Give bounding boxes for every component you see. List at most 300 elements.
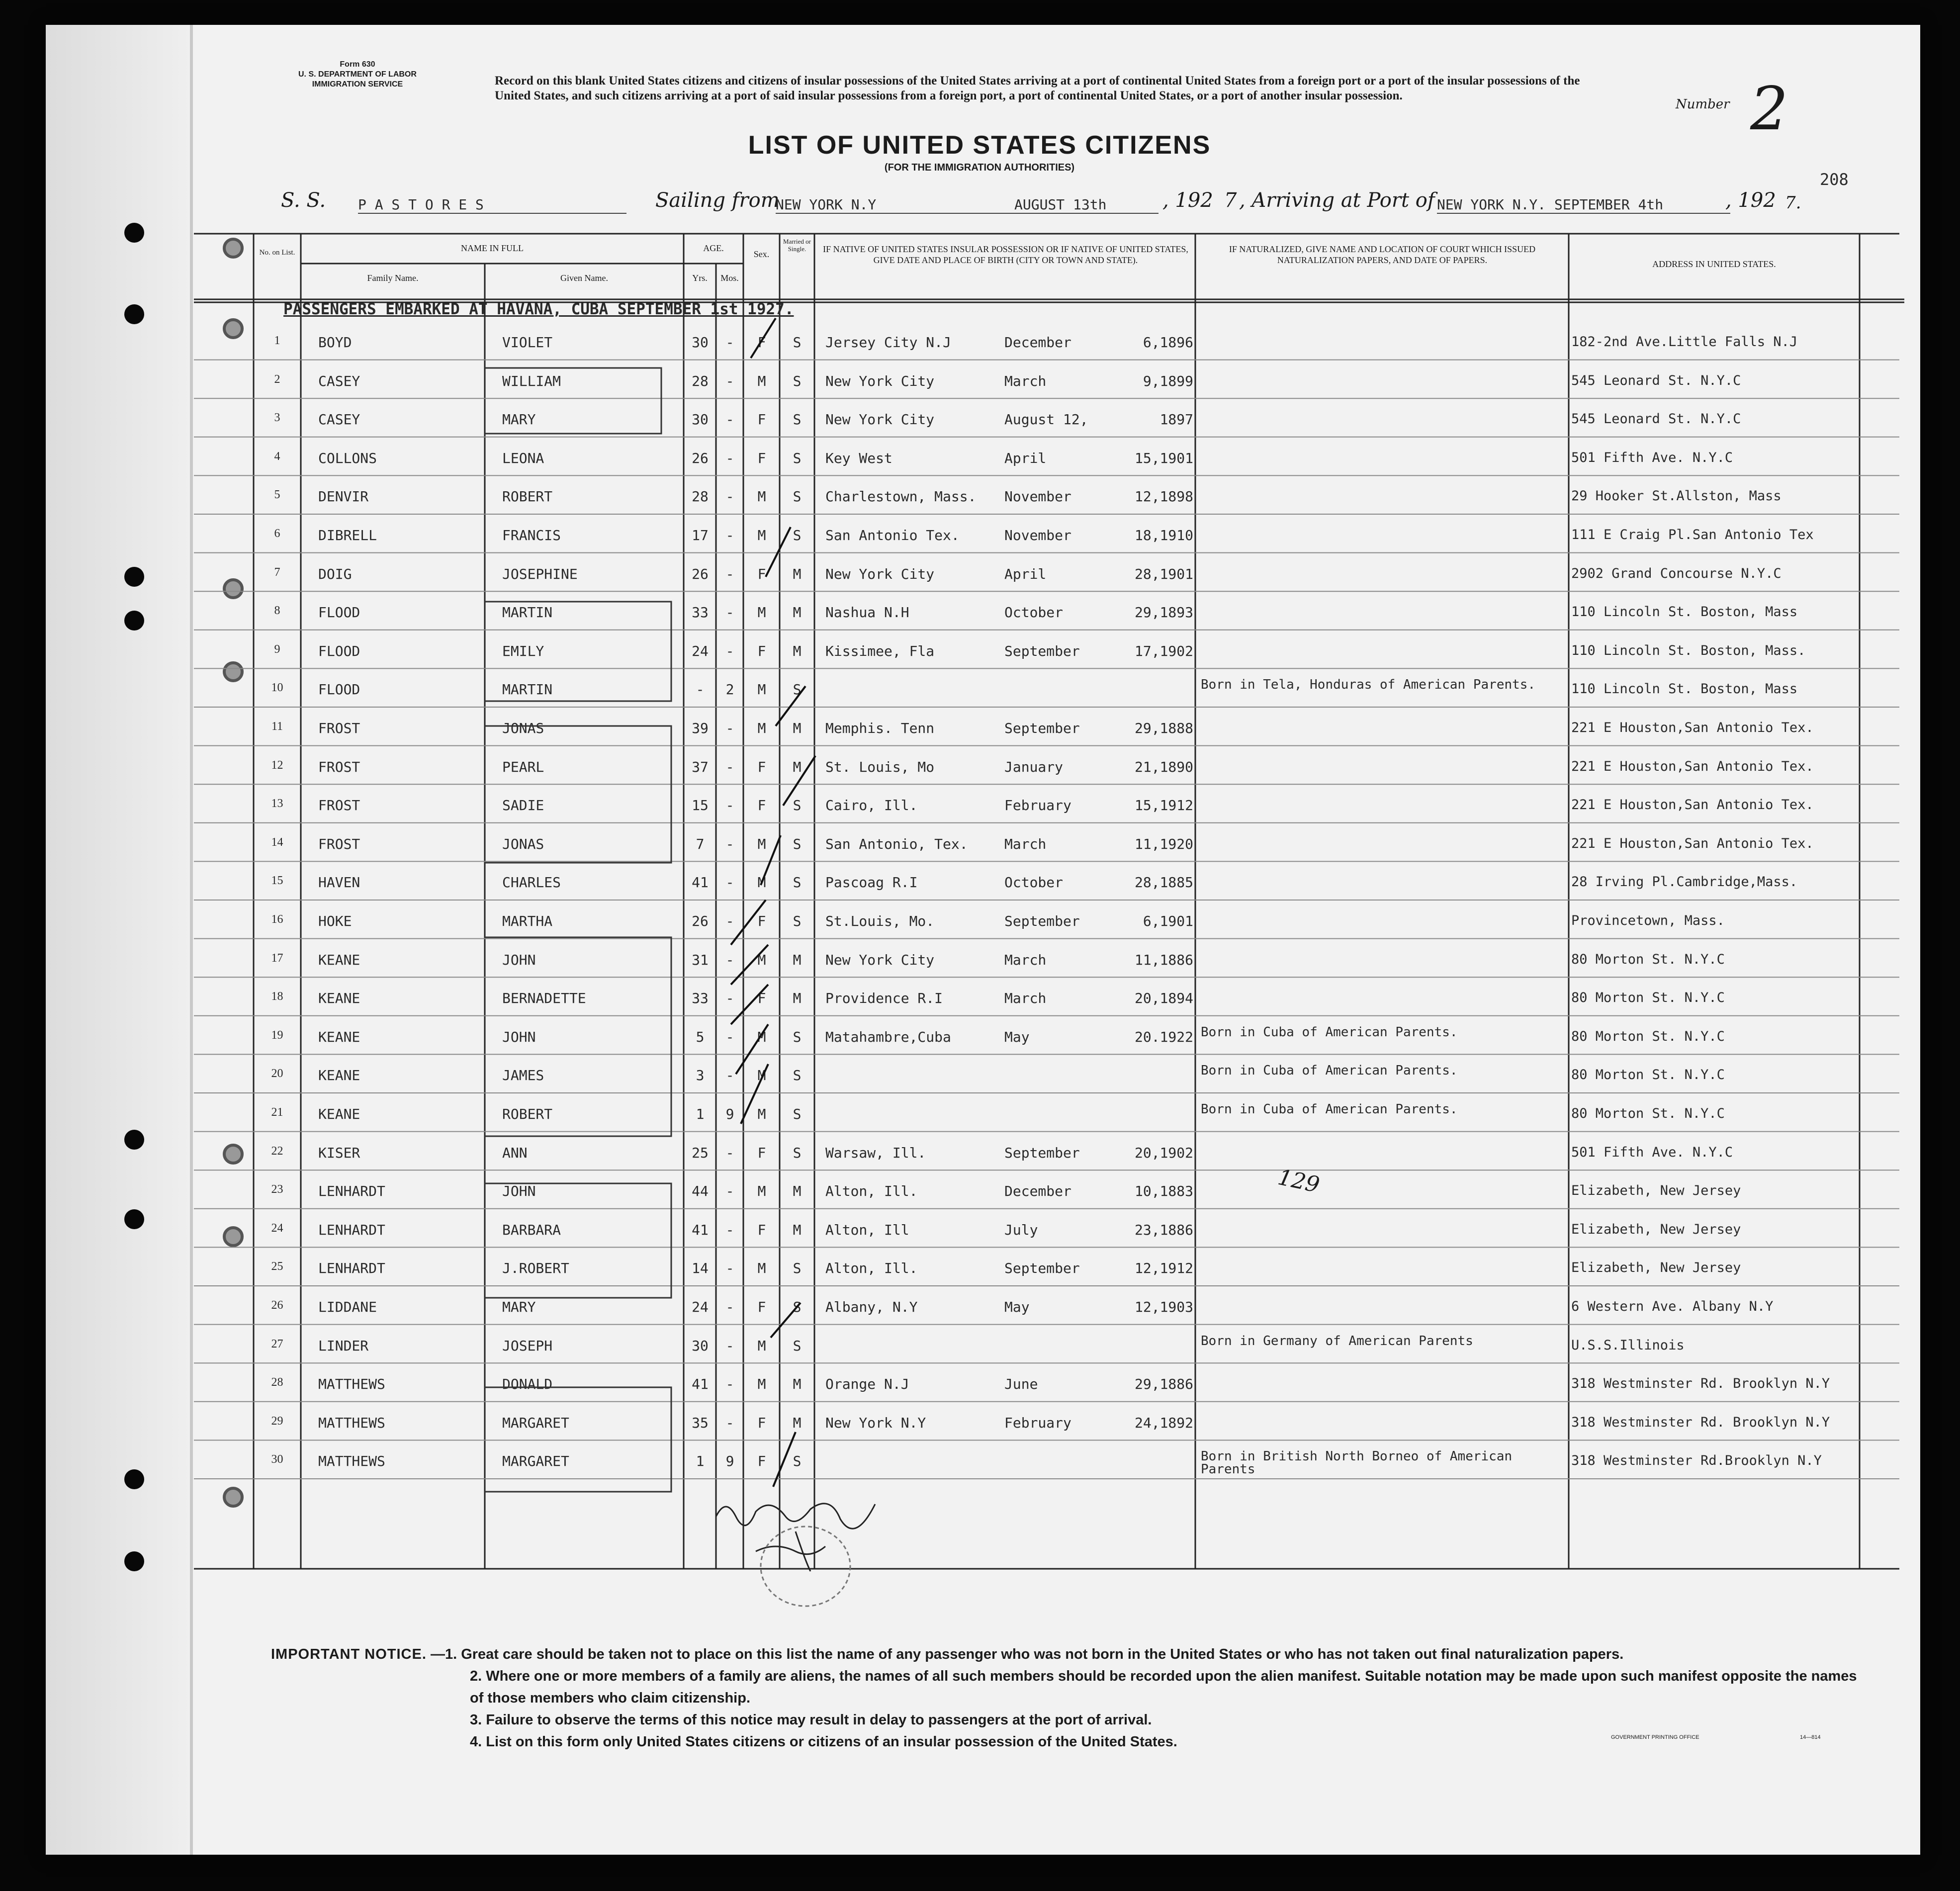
number-label: Number	[1676, 97, 1730, 112]
cell-age-months: -	[725, 990, 734, 1007]
cell-list-number: 29	[271, 1414, 283, 1428]
cell-given-name: JOSEPH	[502, 1337, 553, 1354]
cell-birthplace: Alton, Ill	[825, 1221, 909, 1238]
cell-marital-status: S	[793, 835, 802, 852]
cell-list-number: 13	[271, 797, 283, 810]
cell-family-name: KEANE	[318, 1106, 360, 1122]
cell-family-name: KEANE	[318, 951, 360, 968]
cell-birth-month: November	[1004, 527, 1071, 543]
cell-birthplace: St.Louis, Mo.	[825, 913, 935, 929]
cell-family-name: DENVIR	[318, 488, 369, 505]
cell-sex: M	[757, 1106, 766, 1122]
cell-sex: M	[757, 488, 766, 505]
cell-age-months: -	[725, 1028, 734, 1045]
cell-given-name: JOHN	[502, 951, 536, 968]
cell-age-years: 14	[692, 1260, 709, 1277]
cell-age-months: -	[725, 951, 734, 968]
service: IMMIGRATION SERVICE	[312, 80, 403, 89]
cell-age-years: 30	[692, 334, 709, 351]
cell-birthplace: Memphis. Tenn	[825, 720, 935, 736]
cell-age-months: -	[725, 604, 734, 621]
cell-age-years: 26	[692, 450, 709, 466]
cell-family-name: FROST	[318, 797, 360, 814]
cell-sex: F	[757, 411, 766, 428]
cell-family-name: KEANE	[318, 990, 360, 1007]
cell-age-years: 33	[692, 990, 709, 1007]
cell-birth-day-year: 17,1902	[1134, 642, 1193, 659]
year-digit: 7.	[1785, 193, 1801, 213]
cell-marital-status: M	[793, 758, 802, 775]
cell-age-years: 15	[692, 797, 709, 814]
cell-address: Elizabeth, New Jersey	[1571, 1221, 1741, 1237]
cell-family-name: LIDDANE	[318, 1299, 377, 1315]
cell-sex: F	[757, 797, 766, 814]
cell-birthplace: Charlestown, Mass.	[825, 488, 977, 505]
col-header-sex: Sex.	[753, 249, 770, 259]
cell-birthplace: Matahambre,Cuba	[825, 1028, 951, 1045]
cell-family-name: CASEY	[318, 372, 360, 389]
cell-age-years: 31	[692, 951, 709, 968]
cell-birthplace: Kissimee, Fla	[825, 642, 935, 659]
cell-birthplace: Warsaw, Ill.	[825, 1144, 926, 1161]
cell-birth-month: October	[1004, 604, 1064, 621]
cell-marital-status: S	[793, 1144, 802, 1161]
cell-sex: M	[757, 1067, 766, 1084]
cell-marital-status: M	[793, 951, 802, 968]
cell-marital-status: S	[793, 488, 802, 505]
cell-birth-month: December	[1004, 1183, 1071, 1200]
cell-family-name: FLOOD	[318, 681, 360, 698]
cell-birth-month: May	[1004, 1299, 1030, 1315]
cell-birth-day-year: 18,1910	[1134, 527, 1193, 543]
cell-address: 80 Morton St. N.Y.C	[1571, 1106, 1725, 1121]
cell-family-name: MATTHEWS	[318, 1453, 385, 1470]
cell-birth-day-year: 6,1901	[1143, 913, 1193, 929]
year-label: , 192	[1162, 189, 1213, 212]
cell-birth-day-year: 15,1912	[1134, 797, 1193, 814]
cell-marital-status: S	[793, 1067, 802, 1084]
cell-birth-day-year: 11,1886	[1134, 951, 1193, 968]
cell-sex: F	[757, 913, 766, 929]
cell-given-name: MARGARET	[502, 1414, 569, 1431]
cell-marital-status: S	[793, 874, 802, 891]
cell-age-years: 1	[696, 1106, 705, 1122]
notice-item: 3. Failure to observe the terms of this notice may result in delay to passengers at the port of arrival.	[470, 1712, 1152, 1728]
cell-list-number: 25	[271, 1260, 283, 1273]
cell-family-name: LENHARDT	[318, 1260, 385, 1277]
cell-naturalization: Born in Tela, Honduras of American Parents.	[1201, 677, 1536, 693]
cell-given-name: WILLIAM	[502, 372, 561, 389]
cell-address: 318 Westminster Rd. Brooklyn N.Y	[1571, 1414, 1830, 1430]
cell-address: 318 Westminster Rd. Brooklyn N.Y	[1571, 1376, 1830, 1392]
cell-birth-month: September	[1004, 1144, 1080, 1161]
cell-list-number: 9	[274, 642, 280, 656]
cell-birth-day-year: 20,1894	[1134, 990, 1193, 1007]
cell-marital-status: S	[793, 797, 802, 814]
cell-birth-month: February	[1004, 797, 1071, 814]
cell-marital-status: S	[793, 1337, 802, 1354]
cell-list-number: 6	[274, 527, 280, 540]
cell-birthplace: San Antonio Tex.	[825, 527, 960, 543]
cell-address: 110 Lincoln St. Boston, Mass.	[1571, 642, 1806, 658]
col-header-given: Given Name.	[560, 273, 608, 283]
cell-age-years: 44	[692, 1183, 709, 1200]
cell-marital-status: S	[793, 1028, 802, 1045]
cell-birthplace: Providence R.I	[825, 990, 943, 1007]
cell-address: 29 Hooker St.Allston, Mass	[1571, 488, 1782, 504]
intro-instructions: Record on this blank United States citizens and citizens of insular possessions of the United States arriving at a port of continental United States from a foreign port or a port of the insular possessions of the United States, and such citizens arriving at a port of said insular possessions from a foreign port, a port of continental United States, or a port of another insular possession.	[495, 74, 1580, 102]
notice-line-1	[271, 1643, 1862, 1665]
cell-age-years: 30	[692, 1337, 709, 1354]
cell-address: 182-2nd Ave.Little Falls N.J	[1571, 334, 1798, 350]
cell-birth-month: September	[1004, 642, 1080, 659]
cell-age-years: 3	[696, 1067, 705, 1084]
cell-age-years: 41	[692, 1376, 709, 1393]
ship-name: P A S T O R E S	[358, 196, 626, 214]
cell-marital-status: M	[793, 642, 802, 659]
cell-given-name: MARGARET	[502, 1453, 569, 1470]
cell-given-name: ROBERT	[502, 1106, 553, 1122]
cell-list-number: 14	[271, 835, 283, 849]
cell-age-years: 28	[692, 488, 709, 505]
cell-family-name: FROST	[318, 720, 360, 736]
col-header-name: NAME IN FULL	[461, 243, 524, 253]
cell-list-number: 24	[271, 1221, 283, 1235]
col-header-age: AGE.	[703, 243, 724, 253]
cell-birth-day-year: 28,1885	[1134, 874, 1193, 891]
cell-birth-month: April	[1004, 450, 1047, 466]
check-marks	[731, 318, 815, 1487]
cell-list-number: 5	[274, 488, 280, 502]
cell-birth-day-year: 9,1899	[1143, 372, 1193, 389]
cell-address: 545 Leonard St. N.Y.C	[1571, 372, 1741, 388]
cell-naturalization: Born in Cuba of American Parents.	[1201, 1024, 1458, 1040]
cell-given-name: EMILY	[502, 642, 544, 659]
cell-marital-status: S	[793, 450, 802, 466]
cell-birth-day-year: 20,1902	[1134, 1144, 1193, 1161]
cell-sex: M	[757, 1376, 766, 1393]
departure-date: AUGUST 13th	[1014, 196, 1107, 213]
cell-age-months: -	[725, 1299, 734, 1315]
cell-age-years: 24	[692, 1299, 709, 1315]
cell-given-name: LEONA	[502, 450, 544, 466]
cell-list-number: 4	[274, 450, 280, 463]
form-code: 14—814	[1800, 1734, 1821, 1740]
cell-list-number: 18	[271, 990, 283, 1003]
cell-age-months: -	[725, 488, 734, 505]
cell-age-years: -	[696, 681, 705, 698]
cell-address: 501 Fifth Ave. N.Y.C	[1571, 1144, 1733, 1160]
cell-age-years: 26	[692, 913, 709, 929]
page-number: 208	[1820, 170, 1849, 189]
cell-family-name: LENHARDT	[318, 1221, 385, 1238]
col-header-yrs: Yrs.	[692, 273, 708, 283]
cell-marital-status: S	[793, 1106, 802, 1122]
cell-family-name: FLOOD	[318, 642, 360, 659]
cell-birth-month: March	[1004, 951, 1047, 968]
cell-marital-status: S	[793, 1260, 802, 1277]
cell-birthplace: San Antonio, Tex.	[825, 835, 968, 852]
arrival-port-date: NEW YORK N.Y. SEPTEMBER 4th	[1437, 196, 1730, 214]
cell-birth-month: July	[1004, 1221, 1038, 1238]
cell-age-months: -	[725, 334, 734, 351]
cell-list-number: 19	[271, 1028, 283, 1042]
cell-birth-day-year: 10,1883	[1134, 1183, 1193, 1200]
cell-age-months: -	[725, 720, 734, 736]
cell-age-years: 17	[692, 527, 709, 543]
cell-birthplace: Nashua N.H	[825, 604, 909, 621]
cell-age-years: 24	[692, 642, 709, 659]
cell-birthplace: Cairo, Ill.	[825, 797, 918, 814]
cell-list-number: 17	[271, 951, 283, 965]
cell-sex: F	[757, 1144, 766, 1161]
signature-scribble	[716, 1504, 875, 1606]
cell-birth-day-year: 12,1903	[1134, 1299, 1193, 1315]
cell-family-name: BOYD	[318, 334, 352, 351]
cell-sex: M	[757, 1260, 766, 1277]
cell-address: 80 Morton St. N.Y.C	[1571, 990, 1725, 1006]
cell-list-number: 10	[271, 681, 283, 695]
cell-given-name: ANN	[502, 1144, 528, 1161]
cell-birth-day-year: 21,1890	[1134, 758, 1193, 775]
cell-age-months: -	[725, 527, 734, 543]
cell-address: 6 Western Ave. Albany N.Y	[1571, 1299, 1774, 1314]
cell-address: 110 Lincoln St. Boston, Mass	[1571, 604, 1798, 620]
col-header-married-single: Married or Single.	[783, 238, 811, 253]
year-label: , 192	[1725, 189, 1776, 212]
cell-list-number: 30	[271, 1453, 283, 1466]
cell-birth-day-year: 28,1901	[1134, 565, 1193, 582]
cell-marital-status: M	[793, 990, 802, 1007]
family-bracket	[485, 1183, 671, 1298]
cell-given-name: MARY	[502, 411, 536, 428]
cell-age-months: -	[725, 642, 734, 659]
cell-marital-status: S	[793, 913, 802, 929]
cell-birth-day-year: 12,1898	[1134, 488, 1193, 505]
cell-age-months: -	[725, 913, 734, 929]
cell-given-name: BARBARA	[502, 1221, 561, 1238]
cell-age-years: 1	[696, 1453, 705, 1470]
cell-given-name: MARY	[502, 1299, 536, 1315]
cell-age-years: 37	[692, 758, 709, 775]
cell-birth-month: January	[1004, 758, 1064, 775]
cell-marital-status: M	[793, 565, 802, 582]
cell-marital-status: S	[793, 681, 802, 698]
cell-age-years: 41	[692, 1221, 709, 1238]
cell-list-number: 8	[274, 604, 280, 618]
cell-age-months: -	[725, 835, 734, 852]
cell-address: Provincetown, Mass.	[1571, 913, 1725, 928]
cell-list-number: 16	[271, 913, 283, 926]
cell-given-name: MARTHA	[502, 913, 553, 929]
cell-birthplace: New York City	[825, 565, 935, 582]
cell-age-years: 39	[692, 720, 709, 736]
section-heading: PASSENGERS EMBARKED AT HAVANA, CUBA SEPTEMBER 1st 1927.	[283, 300, 794, 318]
cell-age-months: 9	[725, 1106, 734, 1122]
cell-sex: F	[757, 450, 766, 466]
printer-credit: GOVERNMENT PRINTING OFFICE	[1611, 1734, 1699, 1740]
cell-age-months: 2	[725, 681, 734, 698]
cell-sex: M	[757, 951, 766, 968]
cell-sex: F	[757, 334, 766, 351]
cell-family-name: CASEY	[318, 411, 360, 428]
cell-birth-day-year: 6,1896	[1143, 334, 1193, 351]
family-bracket	[485, 368, 661, 434]
cell-list-number: 27	[271, 1337, 283, 1351]
cell-age-months: -	[725, 1183, 734, 1200]
cell-address: U.S.S.Illinois	[1571, 1337, 1685, 1353]
cell-sex: M	[757, 681, 766, 698]
cell-birth-day-year: 12,1912	[1134, 1260, 1193, 1277]
col-header-no: No. on List.	[259, 249, 295, 257]
cell-address: 501 Fifth Ave. N.Y.C	[1571, 450, 1733, 465]
cell-naturalization: Born in Cuba of American Parents.	[1201, 1102, 1458, 1117]
cell-sex: F	[757, 1414, 766, 1431]
family-bracket	[485, 726, 671, 863]
cell-address: 221 E Houston,San Antonio Tex.	[1571, 758, 1814, 774]
cell-given-name: JONAS	[502, 835, 544, 852]
cell-given-name: SADIE	[502, 797, 544, 814]
cell-address: 2902 Grand Concourse N.Y.C	[1571, 565, 1782, 581]
cell-given-name: JOHN	[502, 1183, 536, 1200]
form-number: Form 630	[340, 60, 375, 69]
cell-given-name: ROBERT	[502, 488, 553, 505]
cell-given-name: FRANCIS	[502, 527, 561, 543]
cell-age-years: 33	[692, 604, 709, 621]
cell-age-years: 35	[692, 1414, 709, 1431]
cell-list-number: 3	[274, 411, 280, 425]
cell-marital-status: S	[793, 334, 802, 351]
cell-family-name: COLLONS	[318, 450, 377, 466]
cell-sex: F	[757, 990, 766, 1007]
notice-label: IMPORTANT NOTICE.	[271, 1646, 427, 1662]
cell-birth-month: March	[1004, 372, 1047, 389]
page-title: LIST OF UNITED STATES CITIZENS	[748, 131, 1211, 160]
cell-family-name: KEANE	[318, 1028, 360, 1045]
cell-birth-month: October	[1004, 874, 1064, 891]
notice-item: —1. Great care should be taken not to place on this list the name of any passenger who was not born in the United States or who has not taken out final naturalization papers.	[430, 1646, 1624, 1662]
cell-birthplace: New York City	[825, 411, 935, 428]
family-bracket	[485, 1387, 671, 1492]
cell-birth-month: September	[1004, 913, 1080, 929]
cell-family-name: HOKE	[318, 913, 352, 929]
cell-age-months: -	[725, 411, 734, 428]
cell-list-number: 23	[271, 1183, 283, 1196]
cell-family-name: DIBRELL	[318, 527, 377, 543]
cell-age-years: 28	[692, 372, 709, 389]
cell-family-name: MATTHEWS	[318, 1376, 385, 1393]
cell-address: 80 Morton St. N.Y.C	[1571, 1067, 1725, 1083]
cell-birth-day-year: 23,1886	[1134, 1221, 1193, 1238]
cell-age-months: -	[725, 450, 734, 466]
cell-birth-month: June	[1004, 1376, 1038, 1393]
cell-age-months: 9	[725, 1453, 734, 1470]
cell-sex: F	[757, 642, 766, 659]
year-digit: 7	[1224, 189, 1237, 212]
cell-birth-day-year: 1897	[1159, 411, 1193, 428]
cell-age-years: 41	[692, 874, 709, 891]
cell-age-years: 5	[696, 1028, 705, 1045]
cell-address: Elizabeth, New Jersey	[1571, 1260, 1741, 1276]
cell-birth-month: November	[1004, 488, 1071, 505]
cell-address: 318 Westminster Rd.Brooklyn N.Y	[1571, 1453, 1822, 1469]
cell-birthplace: Pascoag R.I	[825, 874, 918, 891]
cell-sex: M	[757, 1337, 766, 1354]
cell-list-number: 11	[271, 720, 283, 733]
cell-birthplace: Jersey City N.J	[825, 334, 951, 351]
col-header-mos: Mos.	[720, 273, 739, 283]
ss-label: S. S.	[281, 189, 326, 212]
cell-marital-status: S	[793, 1453, 802, 1470]
cell-birth-month: September	[1004, 720, 1080, 736]
cell-birthplace: New York City	[825, 951, 935, 968]
cell-family-name: FLOOD	[318, 604, 360, 621]
page-subtitle: (FOR THE IMMIGRATION AUTHORITIES)	[884, 162, 1075, 173]
cell-naturalization: Born in British North Borneo of American Parents	[1201, 1449, 1513, 1477]
cell-sex: F	[757, 565, 766, 582]
cell-sex: F	[757, 1221, 766, 1238]
cell-birthplace: St. Louis, Mo	[825, 758, 935, 775]
cell-birth-day-year: 24,1892	[1134, 1414, 1193, 1431]
cell-age-months: -	[725, 1260, 734, 1277]
cell-address: 80 Morton St. N.Y.C	[1571, 951, 1725, 967]
notice-item: 4. List on this form only United States citizens or citizens of an insular possession of the United States.	[470, 1734, 1177, 1750]
cell-list-number: 7	[274, 565, 280, 579]
sailing-from-label: Sailing from	[655, 189, 780, 212]
cell-naturalization: Born in Cuba of American Parents.	[1201, 1063, 1458, 1079]
cell-given-name: MARTIN	[502, 604, 553, 621]
cell-family-name: LENHARDT	[318, 1183, 385, 1200]
cell-age-months: -	[725, 372, 734, 389]
cell-marital-status: M	[793, 1414, 802, 1431]
cell-sex: M	[757, 720, 766, 736]
cell-age-years: 25	[692, 1144, 709, 1161]
cell-address: Elizabeth, New Jersey	[1571, 1183, 1741, 1199]
cell-given-name: PEARL	[502, 758, 544, 775]
cell-sex: M	[757, 604, 766, 621]
cell-given-name: JOSEPHINE	[502, 565, 578, 582]
cell-birth-day-year: 15,1901	[1134, 450, 1193, 466]
cell-sex: M	[757, 1028, 766, 1045]
cell-birthplace: Key West	[825, 450, 892, 466]
cell-given-name: JAMES	[502, 1067, 544, 1084]
cell-birth-month: March	[1004, 990, 1047, 1007]
cell-family-name: DOIG	[318, 565, 352, 582]
cell-family-name: KEANE	[318, 1067, 360, 1084]
family-bracket	[485, 602, 671, 701]
cell-address: 110 Lincoln St. Boston, Mass	[1571, 681, 1798, 697]
cell-age-years: 30	[692, 411, 709, 428]
margin-note: 129	[1275, 1164, 1322, 1198]
cell-age-months: -	[725, 874, 734, 891]
cell-family-name: HAVEN	[318, 874, 360, 891]
cell-list-number: 21	[271, 1106, 283, 1119]
family-bracket	[485, 937, 671, 1136]
cell-birthplace: Orange N.J	[825, 1376, 909, 1393]
cell-age-months: -	[725, 1337, 734, 1354]
department: U. S. DEPARTMENT OF LABOR	[298, 70, 417, 79]
cell-naturalization: Born in Germany of American Parents	[1201, 1333, 1473, 1349]
cell-family-name: FROST	[318, 835, 360, 852]
cell-address: 28 Irving Pl.Cambridge,Mass.	[1571, 874, 1798, 890]
cell-age-years: 7	[696, 835, 705, 852]
cell-address: 545 Leonard St. N.Y.C	[1571, 411, 1741, 427]
cell-family-name: FROST	[318, 758, 360, 775]
cell-sex: F	[757, 758, 766, 775]
cell-age-years: 26	[692, 565, 709, 582]
cell-given-name: CHARLES	[502, 874, 561, 891]
cell-age-months: -	[725, 1144, 734, 1161]
